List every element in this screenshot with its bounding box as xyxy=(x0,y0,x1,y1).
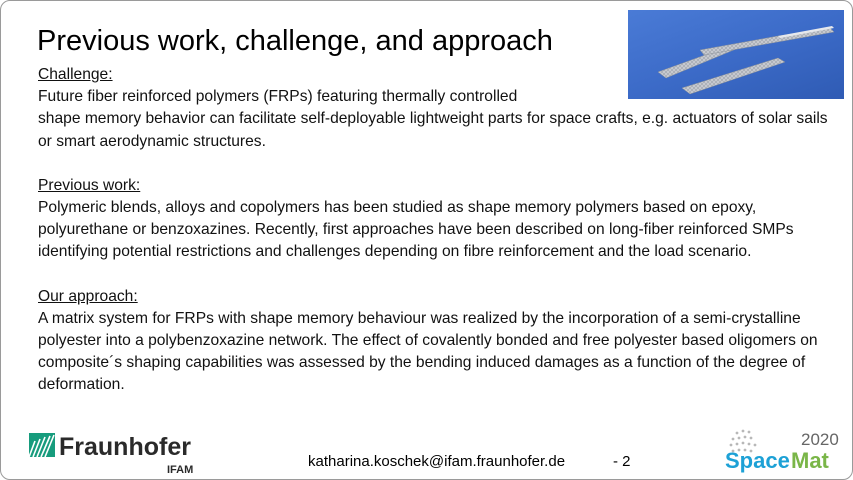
previous-work-heading: Previous work: xyxy=(38,176,141,194)
fraunhofer-logo-ifam: IFAM xyxy=(167,464,194,476)
our-approach-heading: Our approach: xyxy=(38,287,138,305)
fraunhofer-logo-mark xyxy=(27,431,197,476)
slide-title: Previous work, challenge, and approach xyxy=(37,25,553,57)
event-year: 2020 xyxy=(801,430,839,449)
footer-email: katharina.koschek@ifam.fraunhofer.de xyxy=(308,453,566,470)
fraunhofer-logo-name: Fraunhofer xyxy=(59,433,191,461)
event-name-mat: Mat xyxy=(791,448,829,473)
page-number: - 2 xyxy=(613,453,631,470)
challenge-text-line1: Future fiber reinforced polymers (FRPs) featuring thermally controlled xyxy=(38,88,518,106)
spacemat-logo-mark xyxy=(719,421,849,473)
spacemat-logo xyxy=(719,421,849,473)
challenge-heading: Challenge: xyxy=(38,66,113,83)
our-approach-text: A matrix system for FRPs with shape memory behaviour was realized by the incorporation of a semi-crystalline polyester into a polybenzoxazine network. The effect of covalently bonded and free polyester based oligomers on composite´s shaping capabilities was assessed by the bending induced damages as a function of the degree of deformation. xyxy=(38,309,818,394)
previous-work-text: Polymeric blends, alloys and copolymers has been studied as shape memory polymers based on epoxy, polyurethane or benzoxazines. Recently, first approaches have been described on long-fiber reinforced SMPs identifying potential restrictions and challenges depending on fibre reinforcement and the load scenario. xyxy=(38,199,794,261)
slide-body xyxy=(38,64,828,397)
fraunhofer-logo xyxy=(27,431,197,480)
challenge-text: shape memory behavior can facilitate self-deployable lightweight parts for space crafts, e.g. actuators of solar sails or smart aerodynamic structures. xyxy=(38,110,828,150)
event-name-space: Space xyxy=(725,448,790,473)
